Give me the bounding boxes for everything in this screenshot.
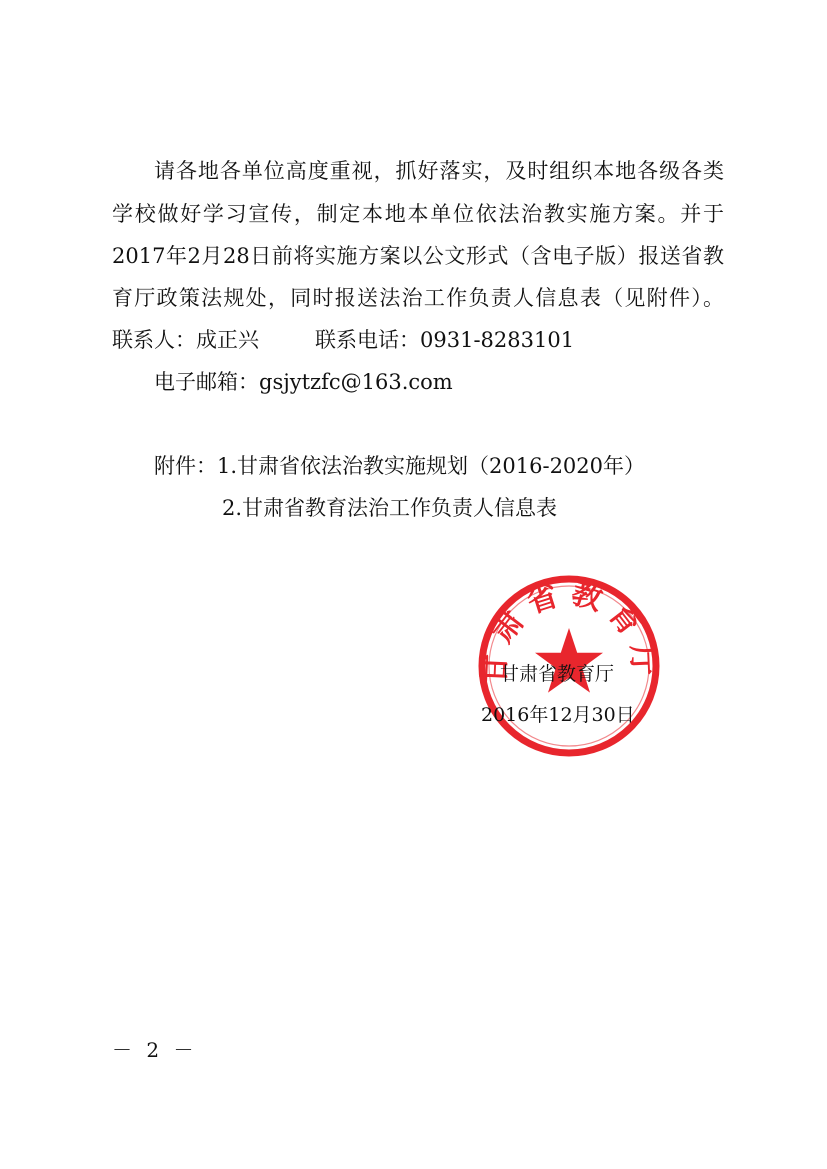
svg-text:甘肃省教育厅: 甘肃省教育厅: [477, 575, 661, 686]
attachment-item-2: 2.甘肃省教育法治工作负责人信息表: [222, 496, 558, 520]
signature-date: 2016年12月30日: [481, 704, 635, 726]
contact-phone: 联系电话：0931-8283101: [315, 328, 575, 352]
paragraph-line-3: 2017年2月28日前将实施方案以公文形式（含电子版）报送省教: [112, 244, 724, 268]
page-number: － 2 －: [112, 1038, 198, 1062]
paragraph-line-1: 请各地各单位高度重视，抓好落实，及时组织本地各级各类: [154, 159, 724, 183]
paragraph-line-4: 育厅政策法规处，同时报送法治工作负责人信息表（见附件）。: [112, 286, 724, 310]
paragraph-line-2: 学校做好学习宣传，制定本地本单位依法治教实施方案。并于: [112, 202, 724, 226]
signature-organization: 甘肃省教育厅: [500, 663, 615, 685]
attachment-item-1: 1.甘肃省依法治教实施规划（2016-2020年）: [217, 454, 646, 478]
email-line: 电子邮箱：gsjytzfc@163.com: [154, 370, 453, 394]
contact-line: [112, 326, 574, 354]
contact-person: 联系人：成正兴: [112, 328, 259, 352]
attachment-line-1: [154, 452, 645, 480]
attachment-label: 附件：: [154, 454, 217, 478]
